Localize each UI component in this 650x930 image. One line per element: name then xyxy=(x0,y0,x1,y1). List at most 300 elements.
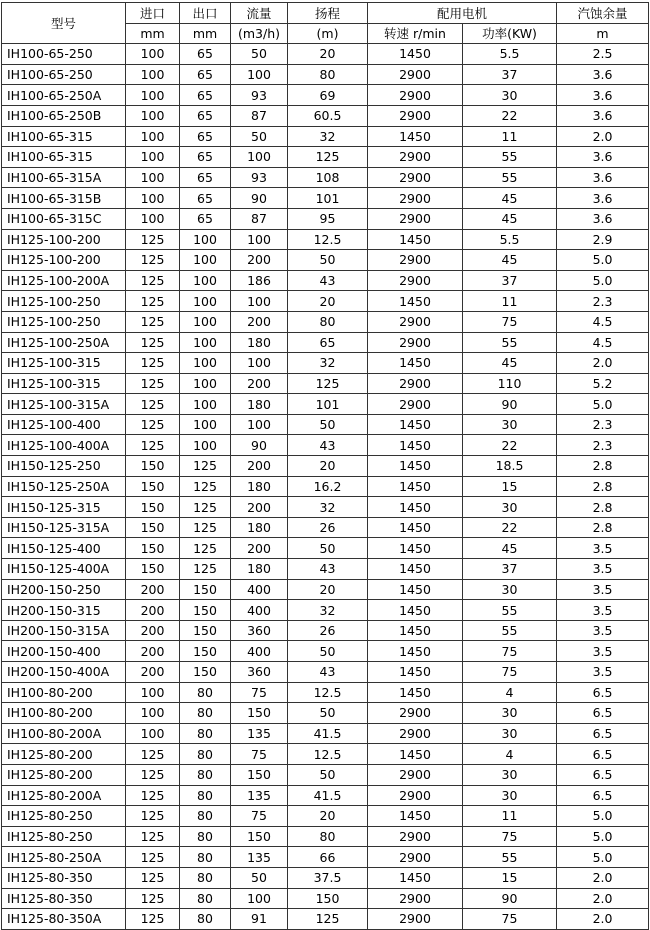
cell-outlet: 150 xyxy=(180,662,231,683)
cell-inlet: 100 xyxy=(126,105,180,126)
table-row xyxy=(2,744,649,765)
cell-speed: 1450 xyxy=(368,435,463,456)
cell-flow: 75 xyxy=(231,682,288,703)
cell-head: 125 xyxy=(288,147,368,168)
cell-npsh: 2.3 xyxy=(557,291,649,312)
cell-model: IH200-150-400A xyxy=(2,662,126,683)
table-row xyxy=(2,600,649,621)
cell-inlet: 200 xyxy=(126,579,180,600)
cell-model: IH125-80-350A xyxy=(2,909,126,930)
cell-model: IH100-65-250 xyxy=(2,44,126,65)
cell-outlet: 100 xyxy=(180,229,231,250)
cell-speed: 2900 xyxy=(368,785,463,806)
cell-inlet: 125 xyxy=(126,435,180,456)
cell-outlet: 150 xyxy=(180,600,231,621)
cell-inlet: 125 xyxy=(126,229,180,250)
cell-flow: 180 xyxy=(231,517,288,538)
cell-flow: 100 xyxy=(231,64,288,85)
cell-model: IH150-125-400 xyxy=(2,538,126,559)
cell-outlet: 100 xyxy=(180,270,231,291)
table-row xyxy=(2,456,649,477)
cell-model: IH125-80-250 xyxy=(2,806,126,827)
cell-npsh: 3.5 xyxy=(557,641,649,662)
cell-inlet: 200 xyxy=(126,620,180,641)
cell-npsh: 3.5 xyxy=(557,662,649,683)
cell-outlet: 65 xyxy=(180,208,231,229)
cell-npsh: 5.0 xyxy=(557,394,649,415)
table-row xyxy=(2,394,649,415)
header-inlet: 进口 xyxy=(126,3,180,24)
cell-head: 50 xyxy=(288,764,368,785)
cell-model: IH150-125-400A xyxy=(2,559,126,580)
cell-power: 45 xyxy=(463,353,557,374)
cell-speed: 1450 xyxy=(368,559,463,580)
cell-speed: 1450 xyxy=(368,579,463,600)
cell-head: 150 xyxy=(288,888,368,909)
cell-head: 60.5 xyxy=(288,105,368,126)
cell-model: IH125-100-250 xyxy=(2,311,126,332)
table-row xyxy=(2,435,649,456)
cell-npsh: 5.0 xyxy=(557,270,649,291)
cell-model: IH150-125-250 xyxy=(2,456,126,477)
cell-speed: 2900 xyxy=(368,208,463,229)
table-row xyxy=(2,353,649,374)
cell-flow: 400 xyxy=(231,600,288,621)
cell-head: 32 xyxy=(288,126,368,147)
table-row xyxy=(2,414,649,435)
cell-speed: 2900 xyxy=(368,270,463,291)
cell-model: IH125-100-400A xyxy=(2,435,126,456)
cell-power: 15 xyxy=(463,476,557,497)
cell-power: 75 xyxy=(463,311,557,332)
cell-power: 5.5 xyxy=(463,229,557,250)
header-row-main xyxy=(2,3,649,24)
cell-speed: 2900 xyxy=(368,909,463,930)
cell-outlet: 100 xyxy=(180,291,231,312)
cell-inlet: 150 xyxy=(126,476,180,497)
cell-flow: 87 xyxy=(231,208,288,229)
cell-speed: 2900 xyxy=(368,188,463,209)
cell-flow: 360 xyxy=(231,620,288,641)
table-row xyxy=(2,208,649,229)
cell-speed: 1450 xyxy=(368,867,463,888)
cell-head: 20 xyxy=(288,806,368,827)
cell-power: 90 xyxy=(463,394,557,415)
cell-npsh: 6.5 xyxy=(557,723,649,744)
cell-inlet: 125 xyxy=(126,353,180,374)
cell-outlet: 65 xyxy=(180,105,231,126)
cell-flow: 100 xyxy=(231,353,288,374)
cell-npsh: 5.0 xyxy=(557,826,649,847)
cell-speed: 2900 xyxy=(368,703,463,724)
cell-speed: 2900 xyxy=(368,105,463,126)
table-row xyxy=(2,167,649,188)
cell-npsh: 2.3 xyxy=(557,435,649,456)
cell-outlet: 125 xyxy=(180,517,231,538)
cell-outlet: 100 xyxy=(180,332,231,353)
table-row xyxy=(2,538,649,559)
cell-flow: 180 xyxy=(231,476,288,497)
cell-outlet: 125 xyxy=(180,476,231,497)
cell-power: 4 xyxy=(463,744,557,765)
cell-power: 55 xyxy=(463,600,557,621)
cell-inlet: 125 xyxy=(126,373,180,394)
cell-model: IH125-80-200 xyxy=(2,764,126,785)
cell-inlet: 200 xyxy=(126,600,180,621)
cell-inlet: 125 xyxy=(126,867,180,888)
cell-flow: 200 xyxy=(231,250,288,271)
cell-inlet: 125 xyxy=(126,744,180,765)
cell-inlet: 200 xyxy=(126,641,180,662)
cell-power: 22 xyxy=(463,517,557,538)
cell-npsh: 2.8 xyxy=(557,476,649,497)
cell-power: 11 xyxy=(463,806,557,827)
cell-speed: 1450 xyxy=(368,456,463,477)
cell-power: 55 xyxy=(463,332,557,353)
cell-inlet: 150 xyxy=(126,559,180,580)
cell-power: 75 xyxy=(463,909,557,930)
cell-speed: 2900 xyxy=(368,723,463,744)
cell-model: IH125-100-200A xyxy=(2,270,126,291)
table-row xyxy=(2,909,649,930)
cell-head: 101 xyxy=(288,188,368,209)
cell-inlet: 100 xyxy=(126,147,180,168)
cell-flow: 400 xyxy=(231,641,288,662)
cell-model: IH125-80-250A xyxy=(2,847,126,868)
cell-flow: 87 xyxy=(231,105,288,126)
cell-speed: 1450 xyxy=(368,229,463,250)
table-row xyxy=(2,806,649,827)
cell-npsh: 3.5 xyxy=(557,620,649,641)
table-row xyxy=(2,105,649,126)
cell-npsh: 2.8 xyxy=(557,517,649,538)
cell-outlet: 80 xyxy=(180,826,231,847)
cell-speed: 2900 xyxy=(368,64,463,85)
cell-flow: 100 xyxy=(231,414,288,435)
cell-npsh: 3.5 xyxy=(557,538,649,559)
cell-flow: 75 xyxy=(231,806,288,827)
cell-flow: 180 xyxy=(231,559,288,580)
cell-inlet: 125 xyxy=(126,888,180,909)
cell-inlet: 100 xyxy=(126,126,180,147)
table-row xyxy=(2,620,649,641)
cell-npsh: 4.5 xyxy=(557,311,649,332)
cell-outlet: 65 xyxy=(180,147,231,168)
table-row xyxy=(2,888,649,909)
table-row xyxy=(2,291,649,312)
cell-flow: 135 xyxy=(231,723,288,744)
cell-npsh: 3.6 xyxy=(557,105,649,126)
header-head-unit: (m) xyxy=(288,23,368,44)
cell-flow: 180 xyxy=(231,332,288,353)
cell-model: IH200-150-250 xyxy=(2,579,126,600)
cell-head: 26 xyxy=(288,620,368,641)
table-row xyxy=(2,147,649,168)
table-row xyxy=(2,559,649,580)
cell-head: 101 xyxy=(288,394,368,415)
cell-head: 80 xyxy=(288,64,368,85)
table-row xyxy=(2,847,649,868)
cell-head: 41.5 xyxy=(288,785,368,806)
cell-model: IH200-150-315A xyxy=(2,620,126,641)
cell-speed: 1450 xyxy=(368,126,463,147)
cell-head: 43 xyxy=(288,435,368,456)
cell-inlet: 100 xyxy=(126,167,180,188)
cell-head: 95 xyxy=(288,208,368,229)
cell-outlet: 65 xyxy=(180,44,231,65)
table-row xyxy=(2,785,649,806)
table-row xyxy=(2,270,649,291)
cell-speed: 1450 xyxy=(368,476,463,497)
cell-flow: 50 xyxy=(231,126,288,147)
cell-model: IH125-80-250 xyxy=(2,826,126,847)
header-model: 型号 xyxy=(2,3,126,44)
cell-npsh: 3.5 xyxy=(557,600,649,621)
table-body xyxy=(2,3,649,930)
table-row xyxy=(2,373,649,394)
cell-speed: 2900 xyxy=(368,888,463,909)
cell-flow: 400 xyxy=(231,579,288,600)
cell-inlet: 100 xyxy=(126,188,180,209)
cell-head: 125 xyxy=(288,373,368,394)
cell-outlet: 80 xyxy=(180,847,231,868)
cell-head: 108 xyxy=(288,167,368,188)
cell-outlet: 65 xyxy=(180,64,231,85)
cell-head: 43 xyxy=(288,270,368,291)
cell-npsh: 3.5 xyxy=(557,559,649,580)
cell-power: 55 xyxy=(463,847,557,868)
header-flow: 流量 xyxy=(231,3,288,24)
cell-flow: 75 xyxy=(231,744,288,765)
cell-speed: 2900 xyxy=(368,373,463,394)
cell-flow: 135 xyxy=(231,847,288,868)
cell-power: 30 xyxy=(463,579,557,600)
cell-head: 37.5 xyxy=(288,867,368,888)
header-speed: 转速 r/min xyxy=(368,23,463,44)
cell-speed: 1450 xyxy=(368,744,463,765)
cell-power: 11 xyxy=(463,291,557,312)
cell-inlet: 100 xyxy=(126,723,180,744)
cell-power: 30 xyxy=(463,414,557,435)
cell-outlet: 100 xyxy=(180,353,231,374)
cell-npsh: 2.0 xyxy=(557,353,649,374)
cell-model: IH125-100-200 xyxy=(2,250,126,271)
cell-speed: 1450 xyxy=(368,641,463,662)
header-npsh: 汽蚀余量 xyxy=(557,3,649,24)
cell-model: IH100-80-200A xyxy=(2,723,126,744)
cell-model: IH200-150-315 xyxy=(2,600,126,621)
cell-power: 45 xyxy=(463,538,557,559)
cell-flow: 200 xyxy=(231,497,288,518)
cell-flow: 360 xyxy=(231,662,288,683)
cell-outlet: 100 xyxy=(180,250,231,271)
table-row xyxy=(2,332,649,353)
cell-head: 50 xyxy=(288,703,368,724)
cell-power: 22 xyxy=(463,435,557,456)
cell-flow: 150 xyxy=(231,826,288,847)
cell-flow: 50 xyxy=(231,44,288,65)
cell-model: IH125-80-350 xyxy=(2,867,126,888)
cell-model: IH150-125-250A xyxy=(2,476,126,497)
cell-power: 45 xyxy=(463,188,557,209)
cell-model: IH125-100-200 xyxy=(2,229,126,250)
header-inlet-unit: mm xyxy=(126,23,180,44)
cell-outlet: 100 xyxy=(180,435,231,456)
cell-outlet: 80 xyxy=(180,744,231,765)
cell-outlet: 100 xyxy=(180,414,231,435)
cell-speed: 1450 xyxy=(368,662,463,683)
cell-npsh: 3.5 xyxy=(557,579,649,600)
cell-flow: 93 xyxy=(231,85,288,106)
cell-npsh: 2.0 xyxy=(557,888,649,909)
cell-power: 30 xyxy=(463,785,557,806)
table-row xyxy=(2,662,649,683)
cell-outlet: 65 xyxy=(180,85,231,106)
cell-model: IH125-80-200A xyxy=(2,785,126,806)
cell-head: 26 xyxy=(288,517,368,538)
cell-head: 32 xyxy=(288,600,368,621)
cell-head: 20 xyxy=(288,44,368,65)
cell-head: 50 xyxy=(288,250,368,271)
cell-inlet: 125 xyxy=(126,764,180,785)
cell-flow: 200 xyxy=(231,538,288,559)
cell-npsh: 2.0 xyxy=(557,126,649,147)
cell-model: IH150-125-315A xyxy=(2,517,126,538)
cell-inlet: 100 xyxy=(126,208,180,229)
cell-inlet: 150 xyxy=(126,538,180,559)
cell-inlet: 125 xyxy=(126,785,180,806)
cell-inlet: 125 xyxy=(126,332,180,353)
cell-outlet: 65 xyxy=(180,126,231,147)
cell-inlet: 100 xyxy=(126,64,180,85)
cell-inlet: 125 xyxy=(126,394,180,415)
cell-head: 20 xyxy=(288,579,368,600)
table-row xyxy=(2,250,649,271)
cell-inlet: 150 xyxy=(126,456,180,477)
cell-model: IH125-100-315 xyxy=(2,373,126,394)
cell-speed: 1450 xyxy=(368,44,463,65)
cell-inlet: 125 xyxy=(126,270,180,291)
cell-outlet: 125 xyxy=(180,559,231,580)
cell-head: 12.5 xyxy=(288,229,368,250)
cell-head: 69 xyxy=(288,85,368,106)
cell-npsh: 3.6 xyxy=(557,85,649,106)
table-row xyxy=(2,229,649,250)
cell-speed: 2900 xyxy=(368,167,463,188)
cell-head: 32 xyxy=(288,497,368,518)
cell-inlet: 125 xyxy=(126,806,180,827)
table-row xyxy=(2,579,649,600)
table-row xyxy=(2,311,649,332)
cell-power: 37 xyxy=(463,64,557,85)
table-row xyxy=(2,44,649,65)
cell-npsh: 5.0 xyxy=(557,250,649,271)
cell-flow: 200 xyxy=(231,456,288,477)
cell-flow: 200 xyxy=(231,373,288,394)
cell-inlet: 125 xyxy=(126,847,180,868)
cell-model: IH100-65-315A xyxy=(2,167,126,188)
cell-flow: 200 xyxy=(231,311,288,332)
cell-outlet: 100 xyxy=(180,394,231,415)
cell-npsh: 6.5 xyxy=(557,785,649,806)
cell-model: IH100-80-200 xyxy=(2,703,126,724)
cell-npsh: 2.8 xyxy=(557,497,649,518)
table-row xyxy=(2,64,649,85)
header-outlet: 出口 xyxy=(180,3,231,24)
cell-power: 110 xyxy=(463,373,557,394)
cell-power: 30 xyxy=(463,703,557,724)
cell-speed: 2900 xyxy=(368,847,463,868)
cell-npsh: 5.2 xyxy=(557,373,649,394)
cell-flow: 93 xyxy=(231,167,288,188)
cell-power: 30 xyxy=(463,85,557,106)
cell-model: IH125-100-315 xyxy=(2,353,126,374)
cell-speed: 1450 xyxy=(368,497,463,518)
cell-model: IH100-65-315C xyxy=(2,208,126,229)
cell-speed: 1450 xyxy=(368,620,463,641)
cell-model: IH100-65-250 xyxy=(2,64,126,85)
cell-outlet: 150 xyxy=(180,579,231,600)
cell-head: 50 xyxy=(288,414,368,435)
cell-head: 125 xyxy=(288,909,368,930)
cell-head: 80 xyxy=(288,826,368,847)
cell-npsh: 6.5 xyxy=(557,764,649,785)
cell-power: 37 xyxy=(463,559,557,580)
cell-power: 75 xyxy=(463,641,557,662)
table-row xyxy=(2,826,649,847)
cell-outlet: 150 xyxy=(180,641,231,662)
cell-model: IH100-65-315 xyxy=(2,147,126,168)
cell-head: 43 xyxy=(288,559,368,580)
cell-inlet: 125 xyxy=(126,291,180,312)
cell-speed: 1450 xyxy=(368,517,463,538)
cell-speed: 2900 xyxy=(368,250,463,271)
cell-speed: 1450 xyxy=(368,538,463,559)
cell-npsh: 2.8 xyxy=(557,456,649,477)
cell-speed: 2900 xyxy=(368,147,463,168)
cell-power: 45 xyxy=(463,208,557,229)
cell-inlet: 125 xyxy=(126,414,180,435)
cell-npsh: 3.6 xyxy=(557,188,649,209)
cell-flow: 100 xyxy=(231,147,288,168)
cell-inlet: 150 xyxy=(126,517,180,538)
table-row xyxy=(2,497,649,518)
cell-head: 32 xyxy=(288,353,368,374)
cell-outlet: 100 xyxy=(180,311,231,332)
cell-power: 4 xyxy=(463,682,557,703)
cell-power: 75 xyxy=(463,826,557,847)
cell-power: 45 xyxy=(463,250,557,271)
cell-flow: 100 xyxy=(231,888,288,909)
cell-head: 50 xyxy=(288,641,368,662)
cell-npsh: 3.6 xyxy=(557,167,649,188)
cell-power: 18.5 xyxy=(463,456,557,477)
cell-speed: 2900 xyxy=(368,311,463,332)
table-row xyxy=(2,723,649,744)
cell-power: 5.5 xyxy=(463,44,557,65)
cell-model: IH100-65-315B xyxy=(2,188,126,209)
cell-flow: 50 xyxy=(231,867,288,888)
table-row xyxy=(2,517,649,538)
cell-outlet: 65 xyxy=(180,167,231,188)
table-row xyxy=(2,85,649,106)
cell-npsh: 2.3 xyxy=(557,414,649,435)
cell-outlet: 80 xyxy=(180,785,231,806)
cell-model: IH125-100-400 xyxy=(2,414,126,435)
cell-model: IH150-125-315 xyxy=(2,497,126,518)
header-flow-unit: (m3/h) xyxy=(231,23,288,44)
cell-flow: 135 xyxy=(231,785,288,806)
